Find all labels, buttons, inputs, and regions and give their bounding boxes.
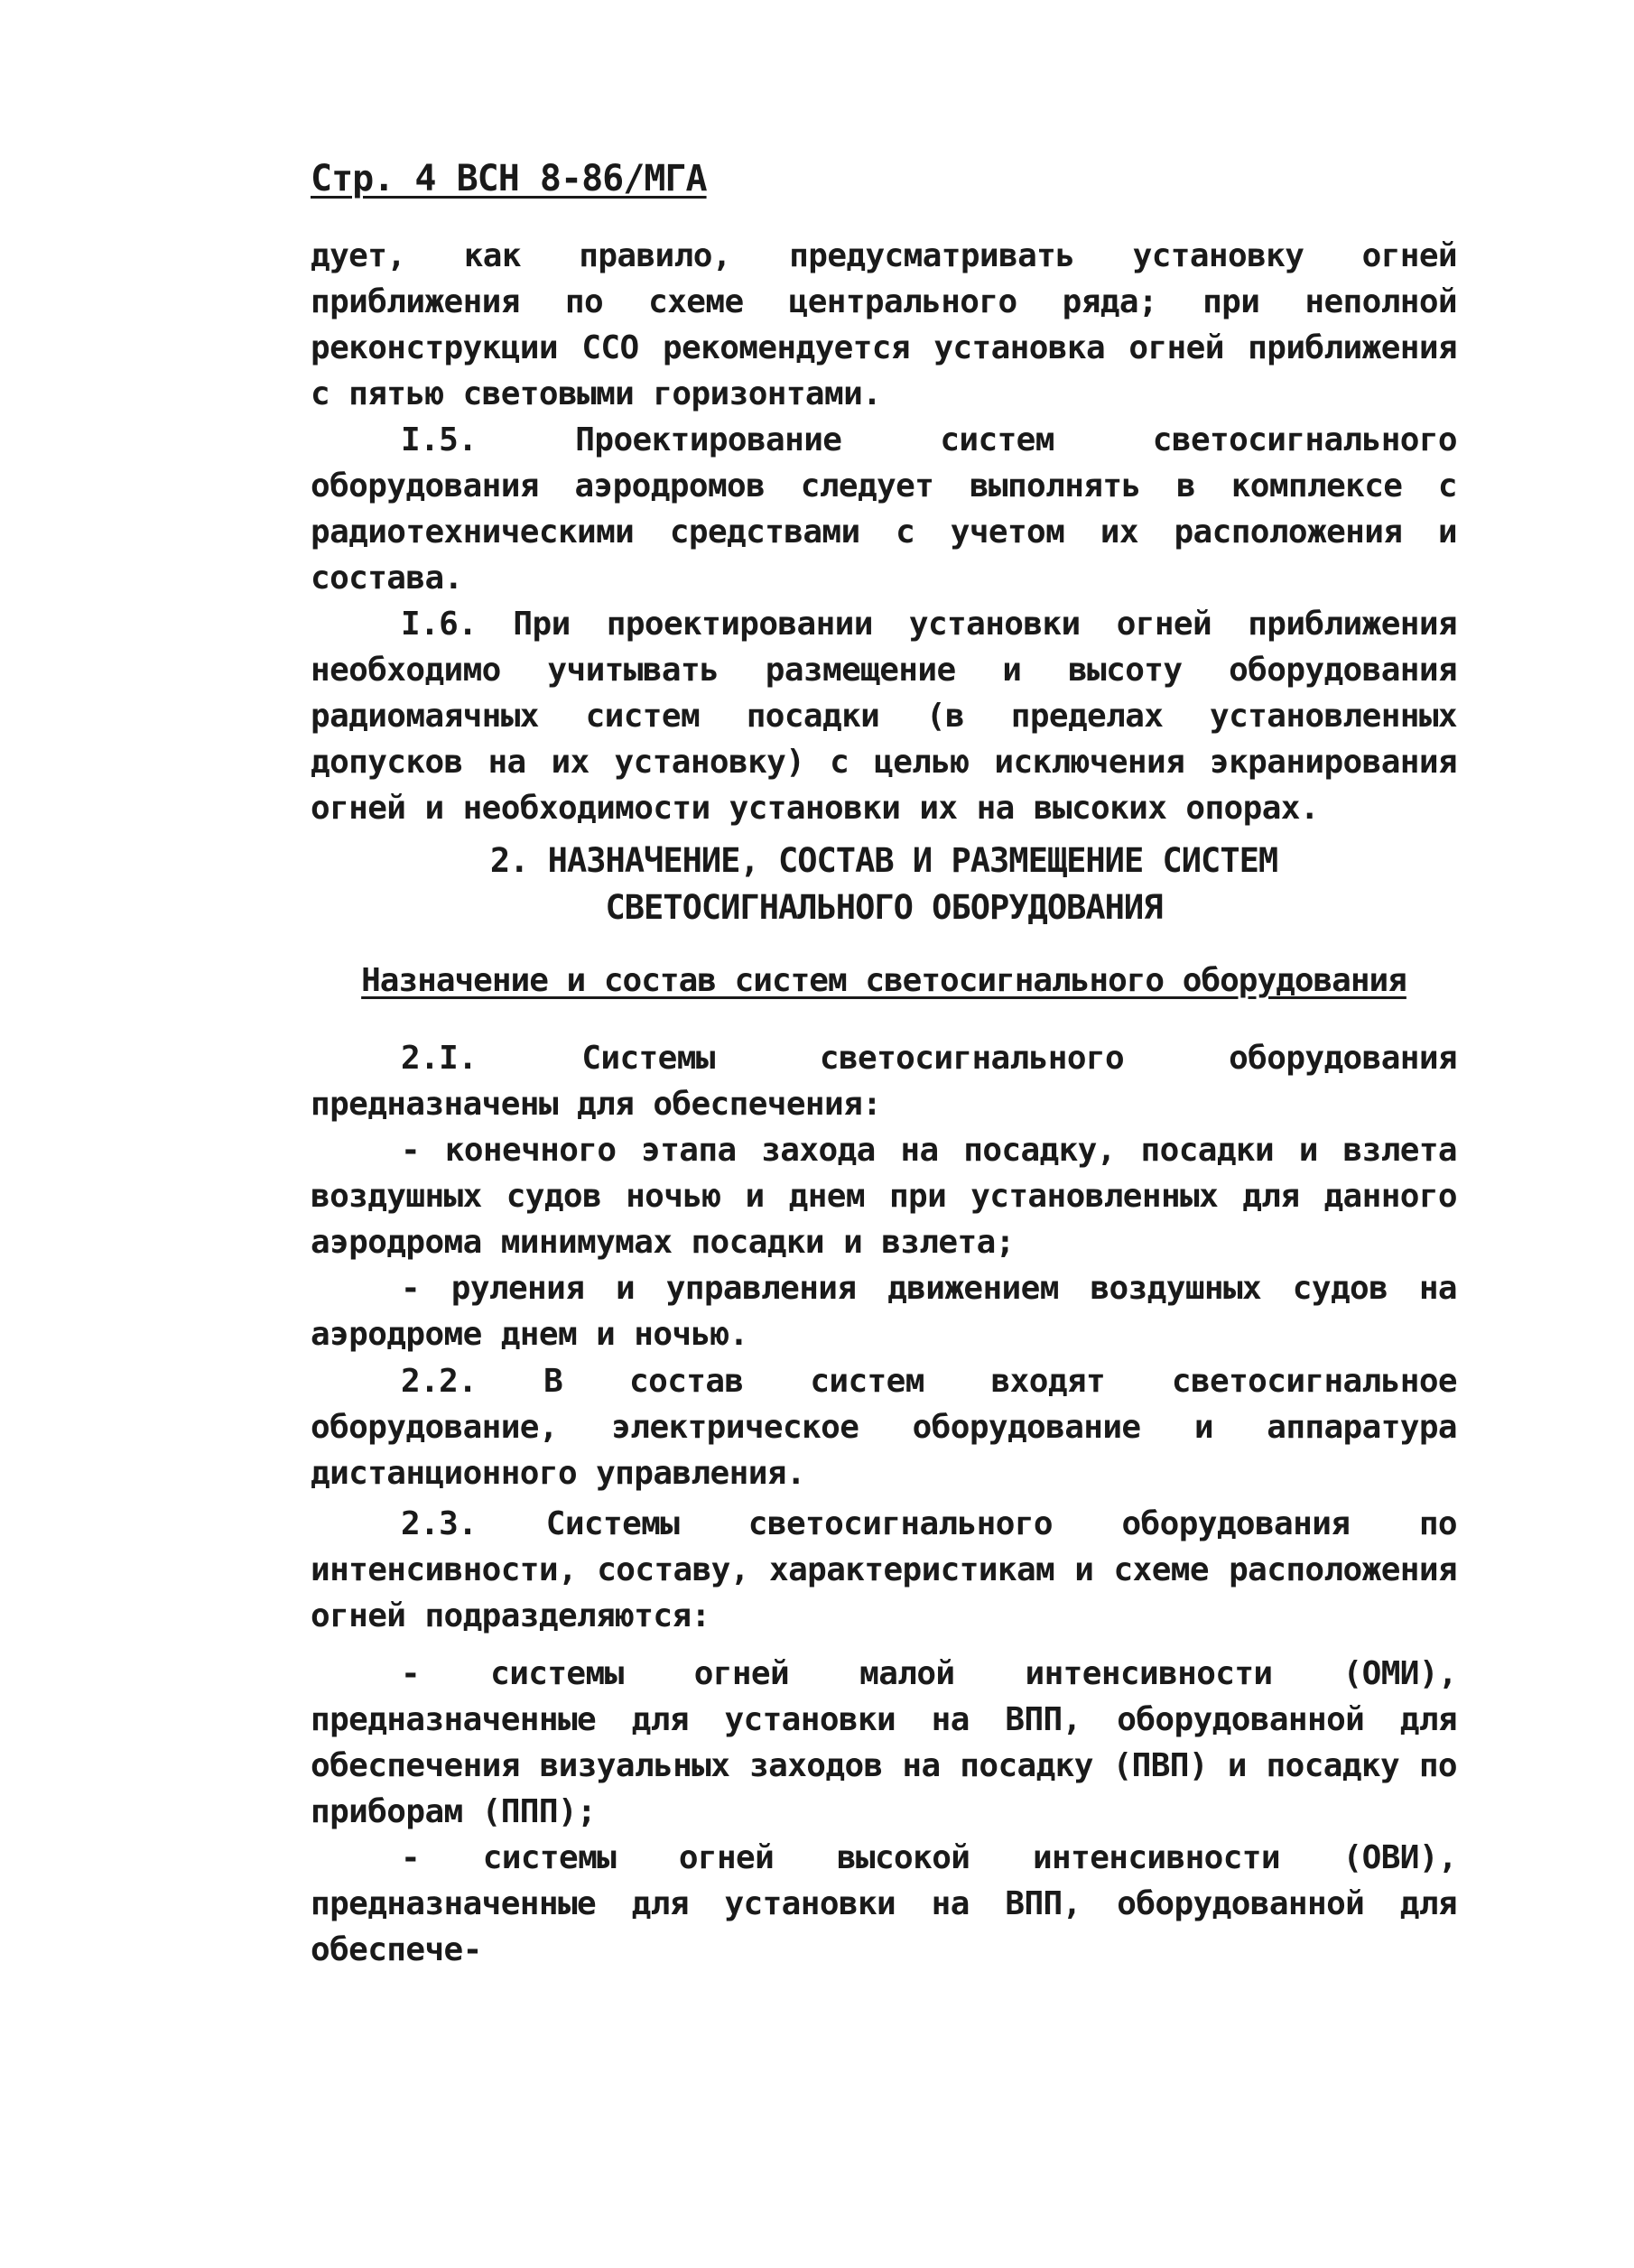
page-header: Стр. 4 ВСН 8-86/МГА [311, 158, 707, 199]
paragraph-1-5: I.5. Проектирование систем светосигнального оборудования аэродромов следует выполнять в комплексе с радиотехническими средствами с учетом их расположения и состава. [311, 421, 1457, 597]
text-block-4 [311, 1501, 1457, 1639]
text-block-5 [311, 1651, 1457, 1973]
paragraph-1-6: I.6. При проектировании установки огней приближения необходимо учитывать размещение и высоту оборудования радиомаячных систем посадки (в пределах установленных допусков на их установку) с целью исключения экранирования огней и необходимости установки их на высоких опорах. [311, 606, 1457, 827]
section-title-line-1: 2. НАЗНАЧЕНИЕ, СОСТАВ И РАЗМЕЩЕНИЕ СИСТЕМ [489, 841, 1278, 880]
list-item-ovi: - системы огней высокой интенсивности (ОВИ), предназначенные для установки на ВПП, оборудованной для обеспече- [311, 1839, 1457, 1968]
list-item-landing: - конечного этапа захода на посадку, посадки и взлета воздушных судов ночью и днем при установленных для данного аэродрома минимумах посадки и взлета; [311, 1132, 1457, 1261]
text-block-1 [311, 233, 1457, 831]
section-title-line-2: СВЕТОСИГНАЛЬНОГО ОБОРУДОВАНИЯ [605, 888, 1163, 927]
text-block-2 [311, 1035, 1457, 1357]
paragraph-2-1: 2.I. Системы светосигнального оборудования предназначены для обеспечения: [311, 1040, 1457, 1123]
section-2-title [311, 838, 1457, 931]
list-item-omi: - системы огней малой интенсивности (ОМИ), предназначенные для установки на ВПП, оборудованной для обеспечения визуальных заходов на посадку (ПВП) и посадку по приборам (ППП); [311, 1655, 1457, 1830]
subsection-title: Назначение и состав систем светосигнального оборудования [361, 962, 1407, 999]
paragraph-continued: дует, как правило, предусматривать установку огней приближения по схеме центрального ряда; при неполной реконструкции ССО рекомендуется установка огней приближения с пятью световыми горизонтами. [311, 237, 1457, 412]
list-item-taxiing: - руления и управления движением воздушных судов на аэродроме днем и ночью. [311, 1270, 1457, 1353]
paragraph-2-3: 2.3. Системы светосигнального оборудования по интенсивности, составу, характеристикам и схеме расположения огней подразделяются: [311, 1505, 1457, 1634]
paragraph-2-2: 2.2. В состав систем входят светосигнальное оборудование, электрическое оборудование и аппаратура дистанционного управления. [311, 1363, 1457, 1492]
text-block-3 [311, 1358, 1457, 1496]
